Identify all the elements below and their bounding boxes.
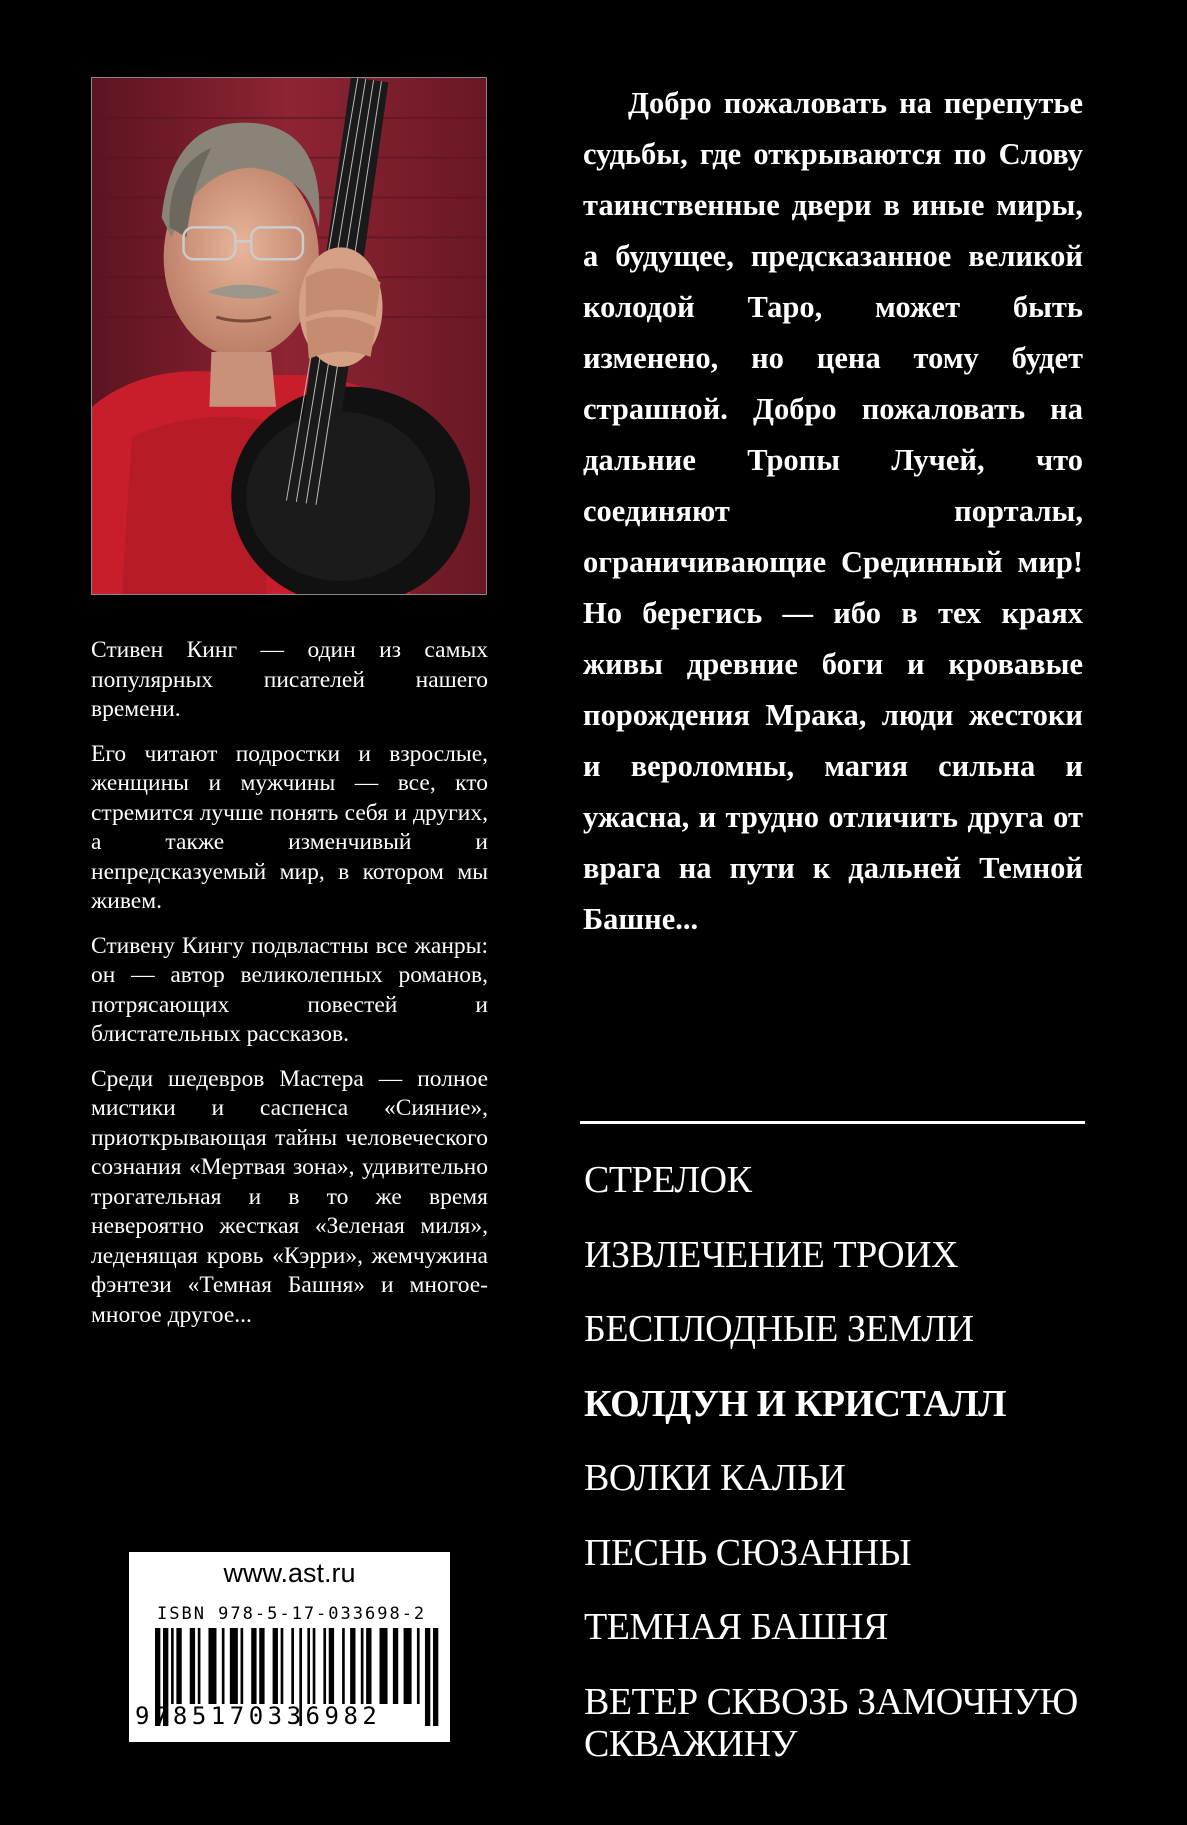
bio-paragraph: Стивен Кинг — один из самых популярных писателей нашего времени.: [91, 637, 488, 722]
series-title: ВОЛКИ КАЛЬИ: [584, 1457, 846, 1499]
series-title: СТРЕЛОК: [584, 1159, 752, 1201]
barcode-bar: [171, 1628, 174, 1704]
barcode-bar: [350, 1628, 355, 1704]
barcode-bar: [230, 1628, 238, 1704]
series-title: ВЕТЕР СКВОЗЬ ЗАМОЧНУЮ СКВАЖИНУ: [584, 1680, 1078, 1765]
series-title: ТЕМНАЯ БАШНЯ: [584, 1606, 888, 1648]
author-photo: [91, 77, 487, 595]
barcode-bar: [366, 1628, 371, 1704]
barcode-bar: [307, 1628, 310, 1704]
barcode-bar: [251, 1628, 256, 1704]
barcode-bar: [291, 1628, 294, 1704]
series-title-current: КОЛДУН И КРИСТАЛЛ: [584, 1382, 1006, 1425]
barcode-bar: [273, 1628, 278, 1704]
ean-digits: 9785170336982: [135, 1702, 382, 1730]
author-bio: [91, 636, 488, 1345]
barcode-bar: [361, 1628, 364, 1704]
barcode-bar: [329, 1628, 334, 1704]
barcode-bar: [222, 1628, 225, 1704]
barcode-bar: [176, 1628, 181, 1704]
barcode-bar: [190, 1628, 195, 1704]
barcode-bar: [417, 1628, 420, 1704]
bio-paragraph: Стивену Кингу подвластны все жанры: он — автор великолепных романов, потрясающих повестей и блистательных рассказов.: [91, 932, 488, 1047]
barcode-block: [129, 1552, 450, 1742]
divider-line: [580, 1121, 1085, 1124]
bio-paragraph: Его читают подростки и взрослые, женщины и мужчины — все, кто стремится лучше понять себя и других, а также изменчивый и непредсказуемый мир, в котором мы живем.: [91, 740, 488, 914]
barcode-bar: [313, 1628, 316, 1704]
barcode-bar: [259, 1628, 264, 1704]
series-title: БЕСПЛОДНЫЕ ЗЕМЛИ: [584, 1308, 974, 1350]
bio-paragraph: Среди шедевров Мастера — полное мистики и саспенса «Сияние», приоткрывающая тайны человеческого сознания «Мертвая зона», удивительно трогательная и в то же время невероятно жесткая «Зеленая миля», леденящая кровь «Кэрри», жемчужина фэнтези «Темная Башня» и многое-многое другое...: [91, 1065, 488, 1328]
barcode-bar: [208, 1628, 216, 1704]
book-blurb: Добро пожаловать на перепутье судьбы, где открываются по Слову таинственные двери в иные миры, а будущее, предсказанное великой колодой Таро, может быть изменено, но цена тому будет страшной. Добро пожаловать на дальние Тропы Лучей, что соединяют порталы, ограничивающие Срединный мир! Но берегись — ибо в тех краях живы древние боги и кровавые порождения Мрака, люди жестоки и вероломны, магия сильна и ужасна, и трудно отличить друга от врага на пути к дальней Темной Башне...: [583, 86, 1083, 936]
isbn-text: ISBN 978-5-17-033698-2: [157, 1604, 427, 1624]
barcode-bar: [241, 1628, 244, 1704]
barcode-bar: [342, 1628, 345, 1704]
publisher-url: www.ast.ru: [223, 1558, 356, 1588]
author-portrait-image: [92, 78, 486, 594]
barcode-bar: [323, 1628, 326, 1704]
series-title-list: [584, 1143, 1104, 1765]
barcode-bar: [281, 1628, 284, 1704]
barcode-bar: [393, 1628, 398, 1704]
series-title: ИЗВЛЕЧЕНИЕ ТРОИХ: [584, 1233, 959, 1276]
barcode-bar: [380, 1628, 388, 1704]
barcode-bar: [198, 1628, 201, 1704]
barcode-bar: [404, 1628, 412, 1704]
series-title: ПЕСНЬ СЮЗАННЫ: [584, 1531, 912, 1574]
